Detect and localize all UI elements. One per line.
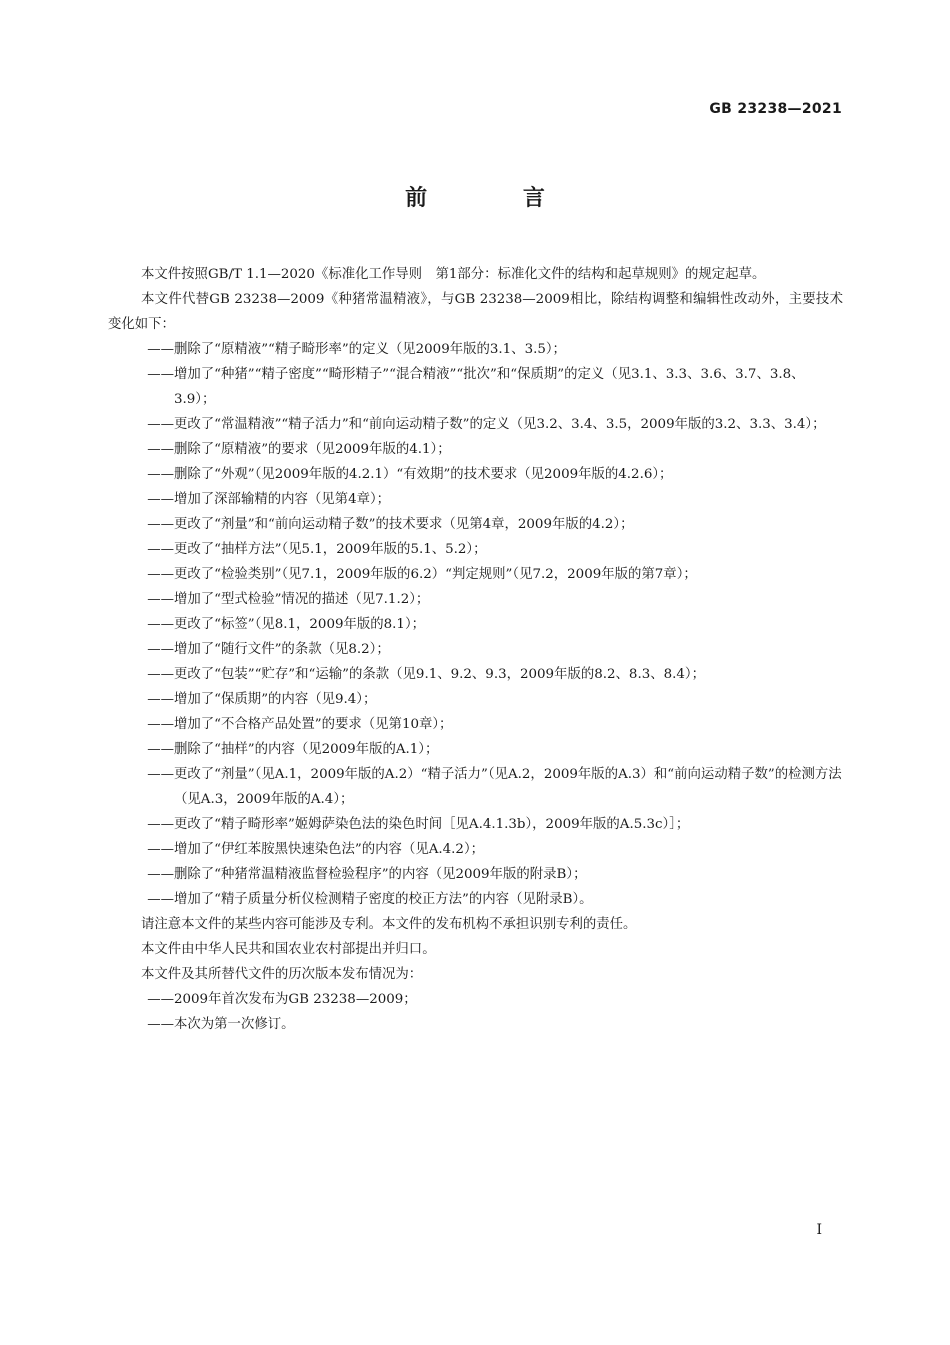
- list-item-text: 2009年首次发布为GB 23238—2009；: [174, 992, 417, 1007]
- list-item: [108, 862, 843, 887]
- dash-marker: ——: [147, 592, 174, 607]
- list-item: [108, 837, 843, 862]
- dash-marker: ——: [147, 767, 174, 782]
- list-item-text: 增加了深部输精的内容（见第4章）；: [174, 492, 391, 507]
- dash-marker: ——: [147, 542, 174, 557]
- list-item-text: 更改了“检验类别”（见7.1，2009年版的6.2）“判定规则”（见7.2，2009年版的第7章）；: [174, 567, 697, 582]
- list-item: [108, 662, 843, 687]
- standard-code: GB 23238—2021: [709, 101, 842, 117]
- dash-marker: ——: [147, 892, 174, 907]
- dash-marker: ——: [147, 817, 174, 832]
- list-item: [108, 487, 843, 512]
- dash-marker: ——: [147, 742, 174, 757]
- list-item-text: 删除了“种猪常温精液监督检验程序”的内容（见2009年版的附录B）；: [174, 867, 587, 882]
- list-item-text: 更改了“剂量”（见A.1，2009年版的A.2）“精子活力”（见A.2，2009年版的A.3）和“前向运动精子数”的检测方法（见A.3，2009年版的A.4）；: [174, 767, 842, 807]
- dash-marker: ——: [147, 642, 174, 657]
- history-list: [108, 987, 843, 1037]
- dash-marker: ——: [147, 467, 174, 482]
- changes-list: [108, 337, 843, 912]
- list-item: [108, 887, 843, 912]
- list-item-text: 增加了“保质期”的内容（见9.4）；: [174, 692, 377, 707]
- list-item-text: 增加了“精子质量分析仪检测精子密度的校正方法”的内容（见附录B）。: [174, 892, 593, 907]
- dash-marker: ——: [147, 842, 174, 857]
- dash-marker: ——: [147, 517, 174, 532]
- list-item-text: 更改了“包装”“贮存”和“运输”的条款（见9.1、9.2、9.3，2009年版的8.2、8.3、8.4）；: [174, 667, 705, 682]
- list-item: [108, 562, 843, 587]
- list-item: [108, 612, 843, 637]
- dash-marker: ——: [147, 417, 174, 432]
- list-item-text: 增加了“伊红苯胺黑快速染色法”的内容（见A.4.2）；: [174, 842, 485, 857]
- dash-marker: ——: [147, 567, 174, 582]
- list-item-text: 更改了“精子畸形率”姬姆萨染色法的染色时间［见A.4.1.3b），2009年版的A.5.3c）］；: [174, 817, 690, 832]
- list-item: [108, 412, 843, 437]
- dash-marker: ——: [147, 1017, 174, 1032]
- dash-marker: ——: [147, 492, 174, 507]
- list-item-text: 增加了“随行文件”的条款（见8.2）；: [174, 642, 390, 657]
- list-item: [108, 362, 843, 412]
- note-paragraph: 本文件由中华人民共和国农业农村部提出并归口。: [141, 942, 436, 957]
- note-paragraph: 本文件及其所替代文件的历次版本发布情况为：: [141, 967, 423, 982]
- dash-marker: ——: [147, 617, 174, 632]
- list-item: [108, 637, 843, 662]
- list-item: [108, 587, 843, 612]
- list-item-text: 更改了“抽样方法”（见5.1，2009年版的5.1、5.2）；: [174, 542, 487, 557]
- list-item: [108, 762, 843, 812]
- list-item: [108, 512, 843, 537]
- dash-marker: ——: [147, 717, 174, 732]
- page-number: I: [816, 1222, 822, 1238]
- list-item-text: 增加了“种猪”“精子密度”“畸形精子”“混合精液”“批次”和“保质期”的定义（见3.1、3.3、3.6、3.7、3.8、3.9）；: [174, 367, 805, 407]
- list-item: [108, 462, 843, 487]
- list-item-text: 删除了“原精液”的要求（见2009年版的4.1）；: [174, 442, 451, 457]
- dash-marker: ——: [147, 867, 174, 882]
- page-title: 前 言: [405, 186, 589, 211]
- dash-marker: ——: [147, 442, 174, 457]
- list-item: [108, 737, 843, 762]
- dash-marker: ——: [147, 667, 174, 682]
- list-item: [108, 337, 843, 362]
- list-item-text: 增加了“不合格产品处置”的要求（见第10章）；: [174, 717, 453, 732]
- list-item-text: 更改了“剂量”和“前向运动精子数”的技术要求（见第4章，2009年版的4.2）；: [174, 517, 634, 532]
- list-item: [108, 812, 843, 837]
- list-item-text: 删除了“原精液”“精子畸形率”的定义（见2009年版的3.1、3.5）；: [174, 342, 566, 357]
- list-item-text: 增加了“型式检验”情况的描述（见7.1.2）；: [174, 592, 430, 607]
- list-item: [108, 437, 843, 462]
- list-item-text: 本次为第一次修订。: [174, 1017, 295, 1032]
- dash-marker: ——: [147, 692, 174, 707]
- document-body: [108, 262, 843, 1037]
- dash-marker: ——: [147, 342, 174, 357]
- note-paragraph: 请注意本文件的某些内容可能涉及专利。本文件的发布机构不承担识别专利的责任。: [141, 917, 637, 932]
- list-item: [108, 687, 843, 712]
- dash-marker: ——: [147, 367, 174, 382]
- list-item: [108, 712, 843, 737]
- dash-marker: ——: [147, 992, 174, 1007]
- intro-paragraph: 本文件代替GB 23238—2009《种猪常温精液》，与GB 23238—2009相比，除结构调整和编辑性改动外，主要技术变化如下：: [108, 292, 843, 332]
- list-item: [108, 1012, 843, 1037]
- list-item-text: 删除了“外观”（见2009年版的4.2.1）“有效期”的技术要求（见2009年版的4.2.6）；: [174, 467, 673, 482]
- list-item: [108, 987, 843, 1012]
- list-item-text: 删除了“抽样”的内容（见2009年版的A.1）；: [174, 742, 439, 757]
- list-item: [108, 537, 843, 562]
- list-item-text: 更改了“常温精液”“精子活力”和“前向运动精子数”的定义（见3.2、3.4、3.5，2009年版的3.2、3.3、3.4）；: [174, 417, 826, 432]
- intro-paragraph: 本文件按照GB/T 1.1—2020《标准化工作导则 第1部分：标准化文件的结构和起草规则》的规定起草。: [141, 267, 766, 282]
- list-item-text: 更改了“标签”（见8.1，2009年版的8.1）；: [174, 617, 426, 632]
